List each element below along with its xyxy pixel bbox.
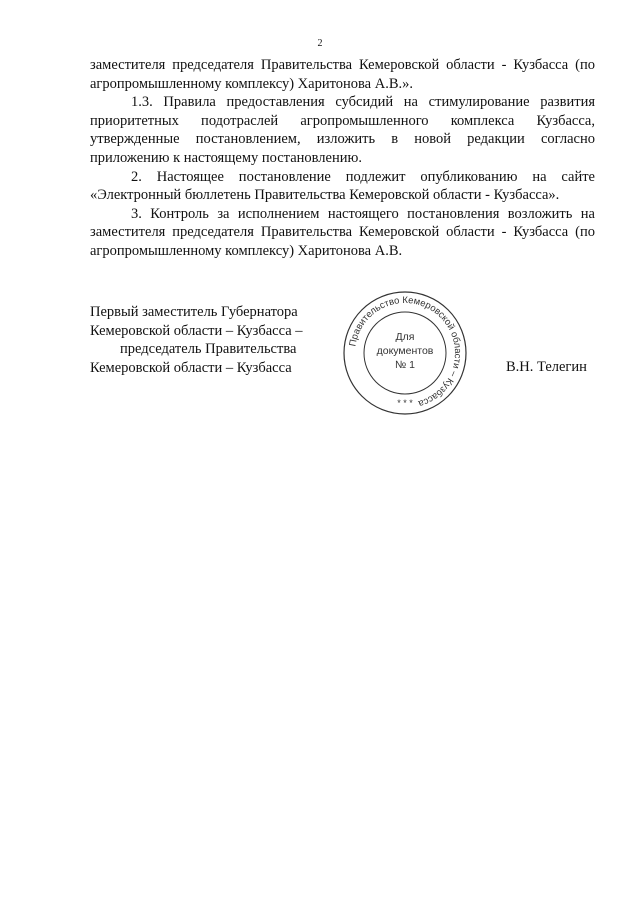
signatory-title-line: Кемеровской области – Кузбасса –	[90, 322, 303, 339]
signatory-title-line: Первый заместитель Губернатора	[90, 304, 298, 320]
signatory-title-line: Кемеровской области – Кузбасса	[90, 359, 292, 376]
signatory-title	[90, 303, 330, 377]
stamp-stars: * * *	[397, 398, 413, 408]
paragraph-continuation: заместителя председателя Правительства Кемеровской области - Кузбасса (по агропромышленному комплексу) Харитонова А.В.».	[90, 57, 595, 92]
stamp-center-line: документов	[376, 345, 434, 357]
official-stamp	[342, 290, 468, 416]
signatory-name: В.Н. Телегин	[506, 359, 587, 375]
page-number: 2	[317, 38, 323, 49]
paragraph-2: 2. Настоящее постановление подлежит опубликованию на сайте «Электронный бюллетень Правительства Кемеровской области - Кузбасса».	[90, 168, 595, 204]
stamp-center-line: Для	[395, 331, 415, 343]
paragraph-3: 3. Контроль за исполнением настоящего постановления возложить на заместителя председателя Правительства Кемеровской области - Кузбасса (по агропромышленному комплексу) Харитонова А.В.	[90, 205, 595, 259]
signatory-title-line: председатель Правительства	[120, 341, 297, 358]
paragraph-1-3: 1.3. Правила предоставления субсидий на стимулирование развития приоритетных подотраслей агропромышленного комплекса Кузбасса, утвержденные постановлением, изложить в новой редакции согласно приложению к настоящему постановлению.	[90, 94, 595, 166]
document-body	[90, 56, 595, 261]
stamp-ring-text: Правительство Кемеровской области – Кузбасса	[347, 294, 464, 410]
stamp-center-line: № 1	[394, 359, 416, 371]
